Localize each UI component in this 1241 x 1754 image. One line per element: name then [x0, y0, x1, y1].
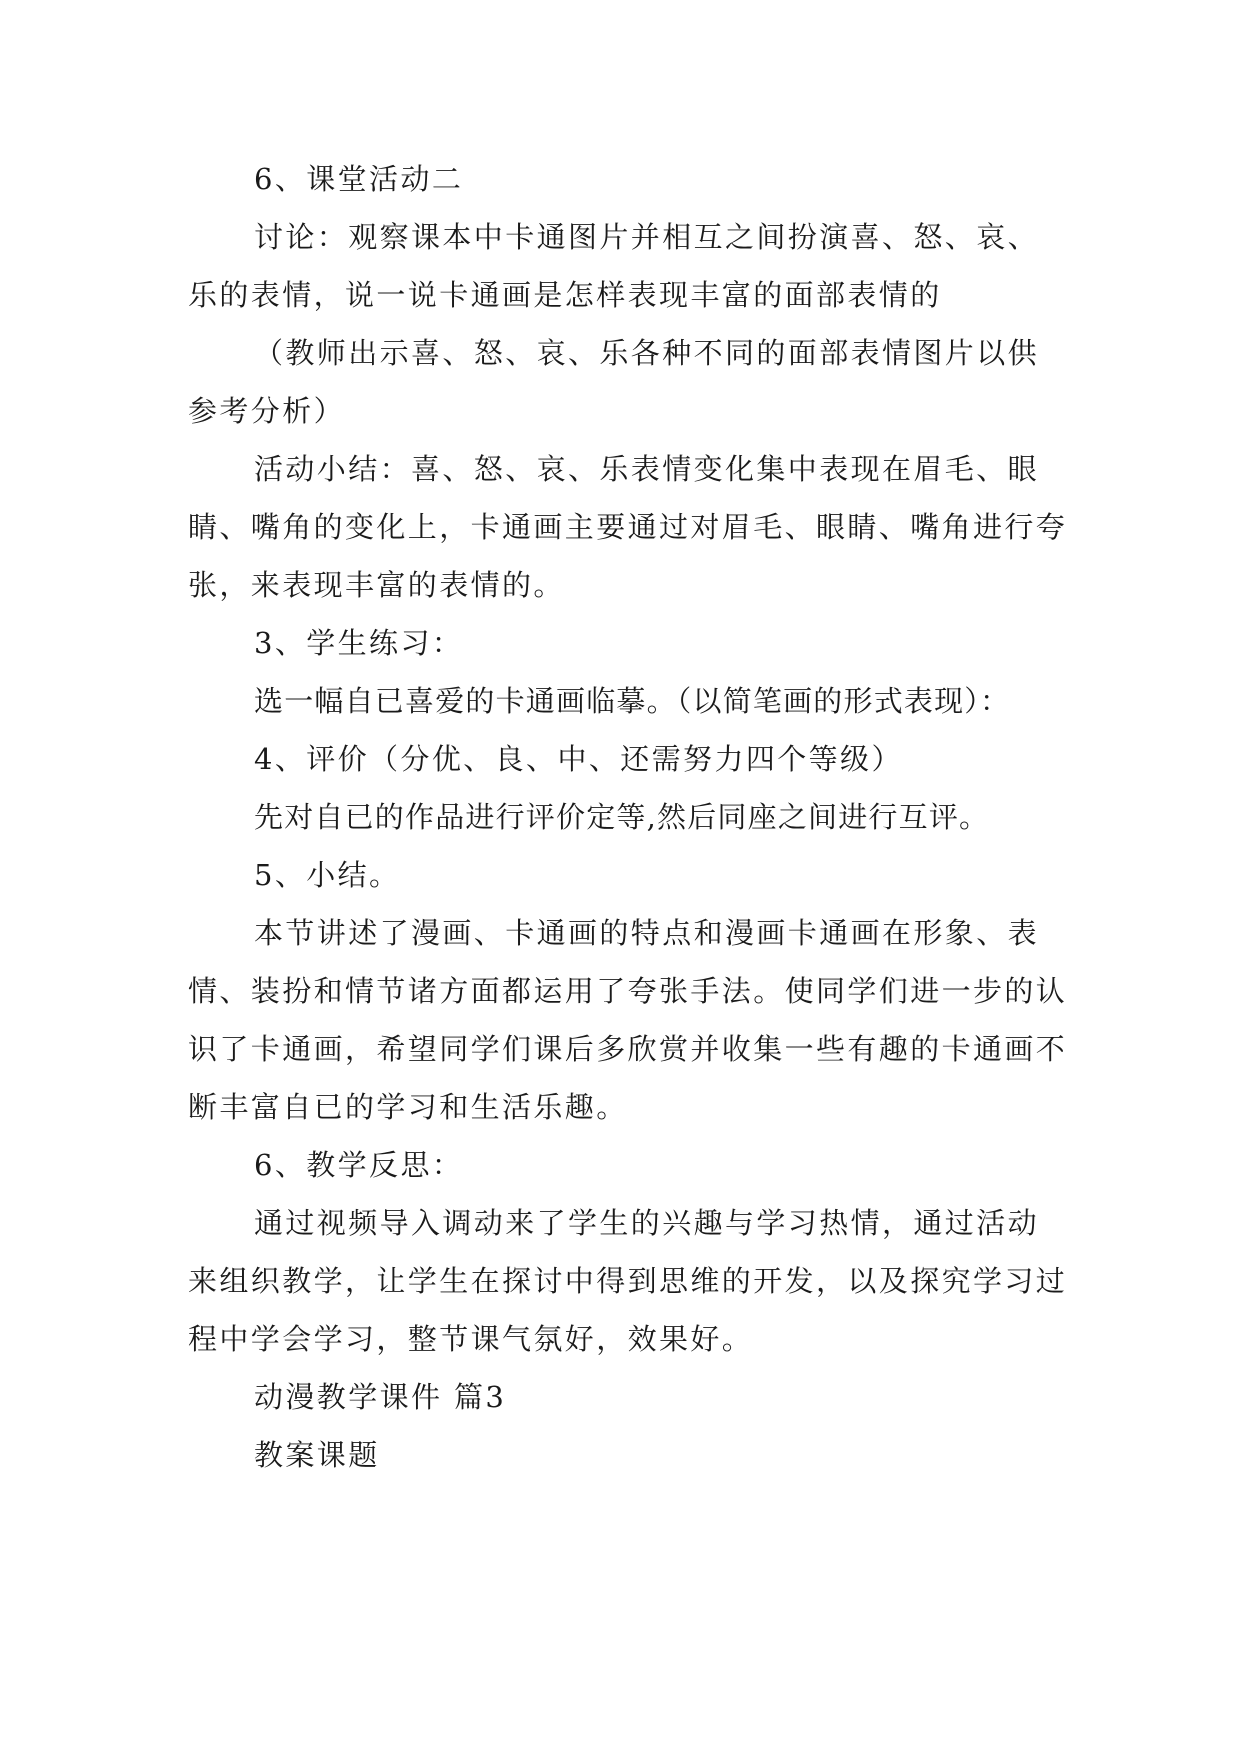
section-heading-summary: 5、小结。: [254, 858, 401, 892]
evaluation-paragraph: 先对自已的作品进行评价定等,然后同座之间进行互评。: [254, 800, 990, 834]
part-heading: 动漫教学课件 篇3: [254, 1380, 507, 1414]
document-body: [188, 150, 1068, 1484]
section-heading-evaluation: 4、评价（分优、良、中、还需努力四个等级）: [254, 742, 903, 776]
teacher-note-paragraph: （教师出示喜、怒、哀、乐各种不同的面部表情图片以供参考分析）: [188, 336, 1040, 428]
practice-paragraph: 选一幅自已喜爱的卡通画临摹。（以简笔画的形式表现）：: [254, 684, 1011, 718]
section-heading-activity-2: 6、课堂活动二: [254, 162, 464, 196]
summary-paragraph: 本节讲述了漫画、卡通画的特点和漫画卡通画在形象、表情、装扮和情节诸方面都运用了夸张手法。使同学们进一步的认识了卡通画，希望同学们课后多欣赏并收集一些有趣的卡通画不断丰富自已的学习和生活乐趣。: [188, 916, 1068, 1124]
activity-summary-paragraph: 活动小结：喜、怒、哀、乐表情变化集中表现在眉毛、眼睛、嘴角的变化上，卡通画主要通过对眉毛、眼睛、嘴角进行夸张，来表现丰富的表情的。: [188, 452, 1068, 602]
section-heading-reflection: 6、教学反思：: [254, 1148, 464, 1182]
lesson-plan-title: 教案课题: [254, 1438, 380, 1472]
discussion-paragraph: 讨论：观察课本中卡通图片并相互之间扮演喜、怒、哀、乐的表情，说一说卡通画是怎样表现丰富的面部表情的: [188, 220, 1040, 312]
section-heading-practice: 3、学生练习：: [254, 626, 464, 660]
reflection-paragraph: 通过视频导入调动来了学生的兴趣与学习热情，通过活动来组织教学，让学生在探讨中得到思维的开发，以及探究学习过程中学会学习，整节课气氛好，效果好。: [188, 1206, 1068, 1356]
